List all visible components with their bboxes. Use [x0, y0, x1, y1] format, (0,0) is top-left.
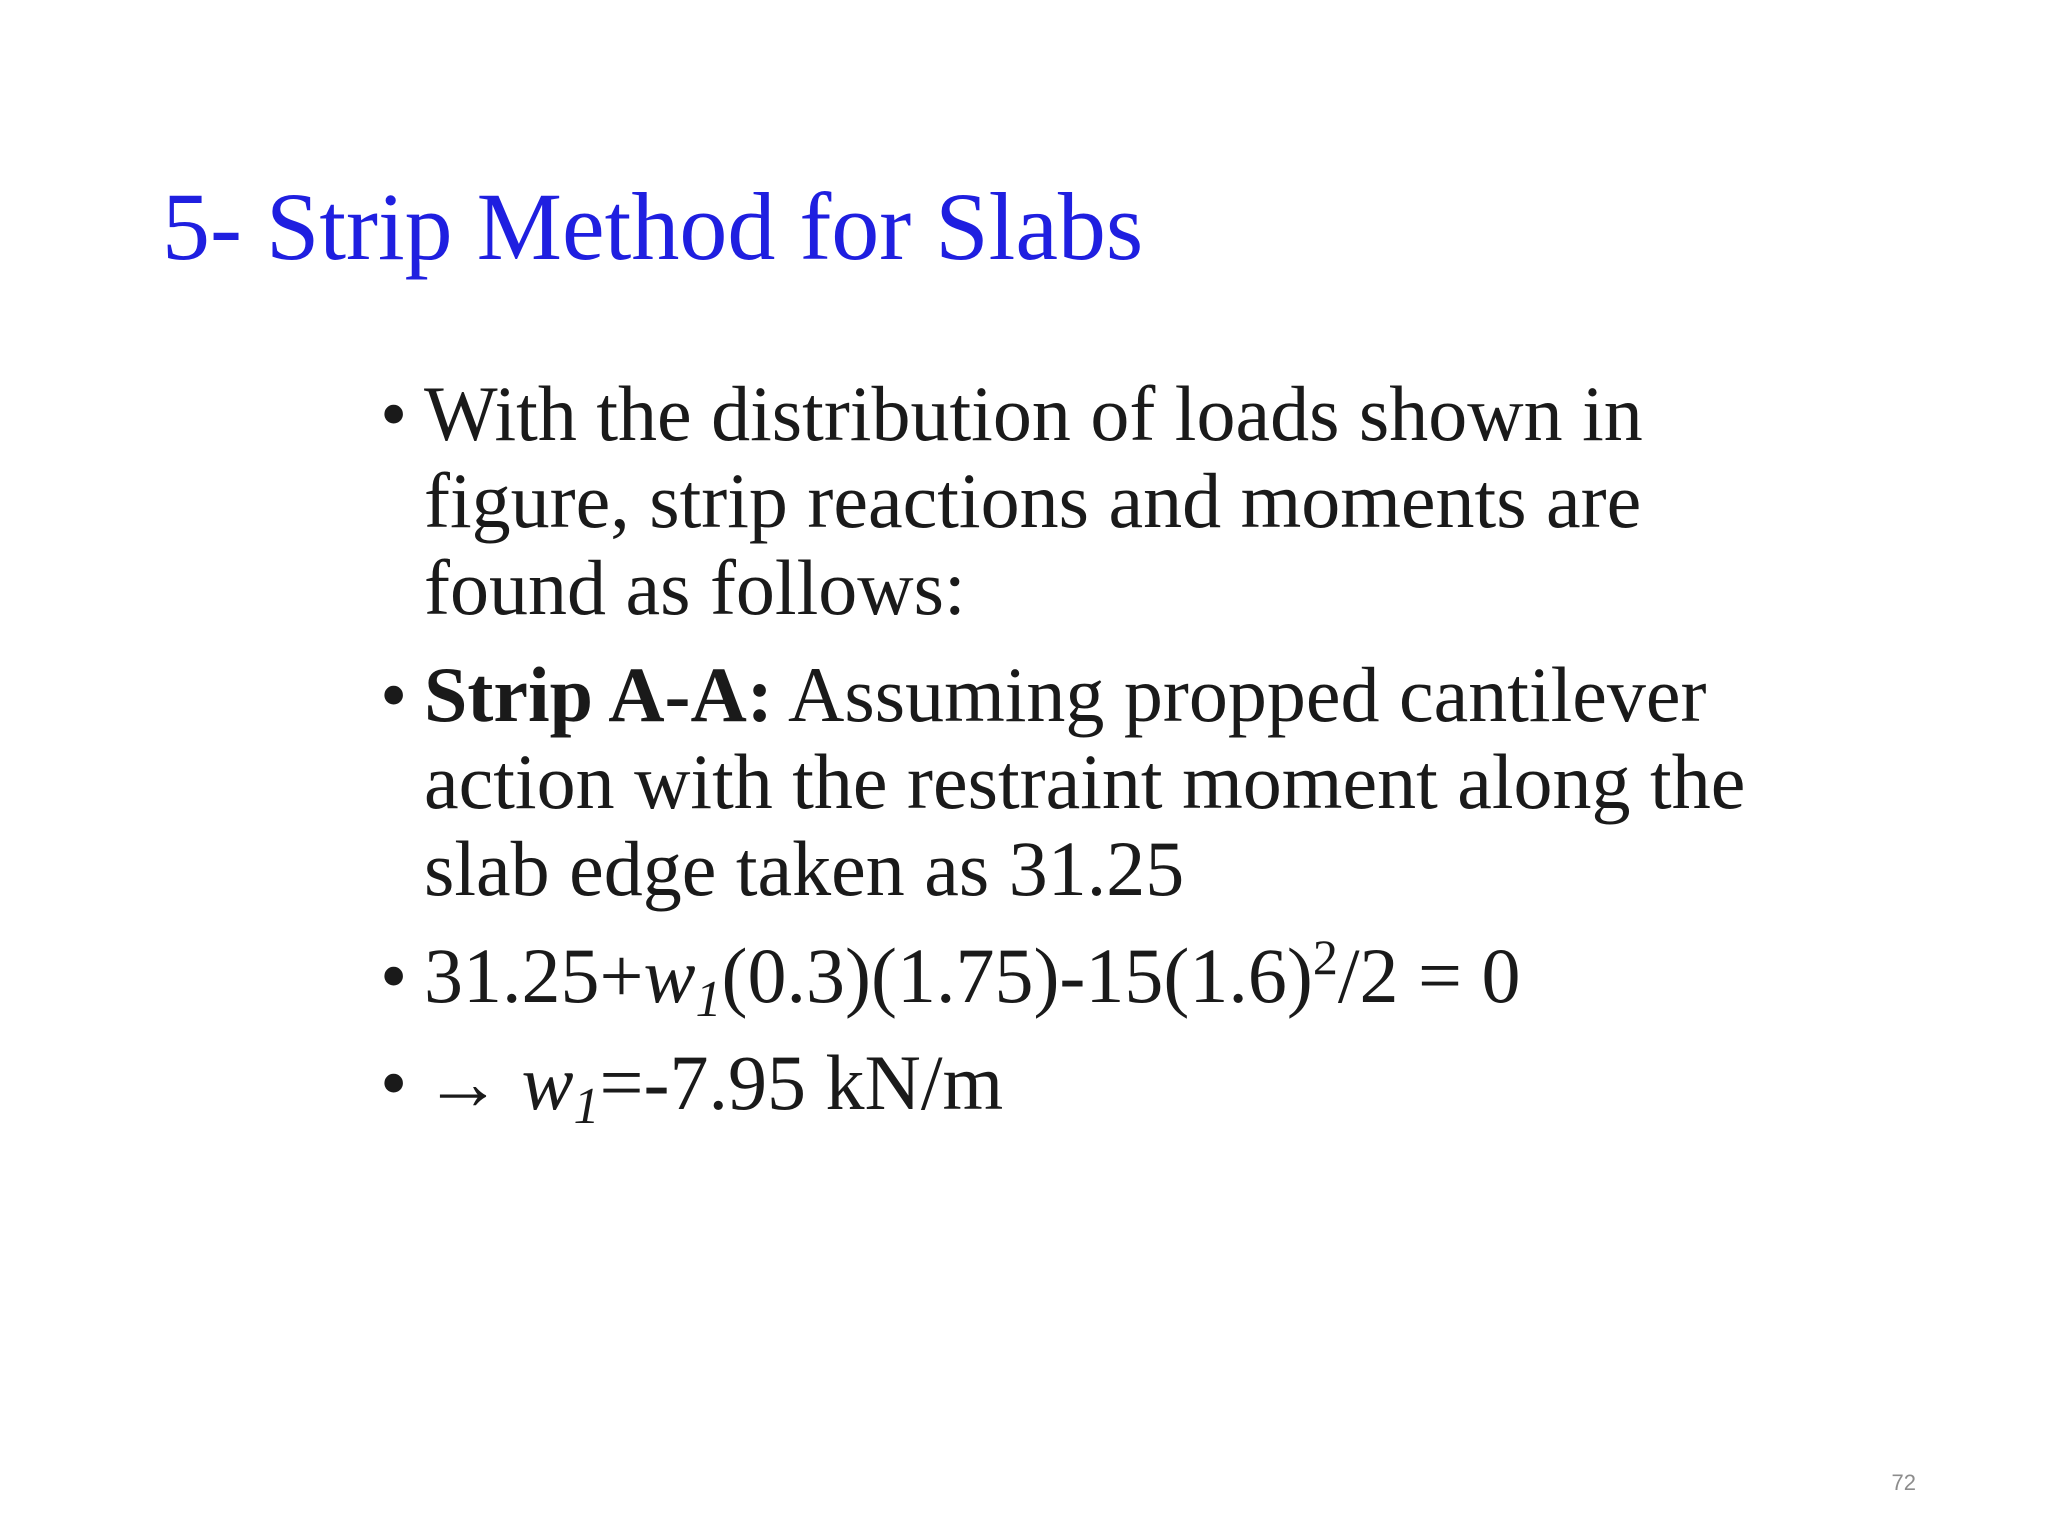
bullet-bold-label: Strip A-A: [424, 651, 773, 738]
bullet-item-intro [380, 370, 1820, 631]
result-value: =-7.95 kN/m [599, 1039, 1004, 1126]
bullet-text: With the distribution of loads shown in figure, strip reactions and moments are found as follows: [424, 370, 1643, 631]
page-number: 72 [1891, 1470, 1916, 1495]
bullet-text: Assuming propped cantilever action with the restraint moment along the slab edge taken as 31.25 [424, 651, 1746, 912]
bullet-item-result [380, 1039, 1820, 1135]
result-variable: w [521, 1039, 574, 1126]
equation-subscript: 1 [695, 971, 722, 1028]
bullet-list [380, 370, 1820, 1135]
equation-superscript: 2 [1312, 929, 1338, 985]
equation-part: 31.25+ [424, 932, 644, 1019]
result-subscript: 1 [573, 1078, 600, 1135]
bullet-item-equation [380, 929, 1820, 1028]
bullet-dot: • [380, 651, 408, 738]
bullet-dot: • [380, 932, 408, 1019]
arrow-symbol: → [424, 1039, 522, 1126]
bullet-dot: • [380, 1039, 408, 1126]
bullet-dot: • [380, 370, 408, 457]
equation-variable: w [643, 932, 696, 1019]
equation-part: (0.3)(1.75)-15(1.6) [721, 932, 1313, 1019]
bullet-item-strip-a-a [380, 651, 1820, 912]
slide-title: 5- Strip Method for Slabs [162, 173, 1144, 280]
equation-part: /2 = 0 [1337, 932, 1521, 1019]
